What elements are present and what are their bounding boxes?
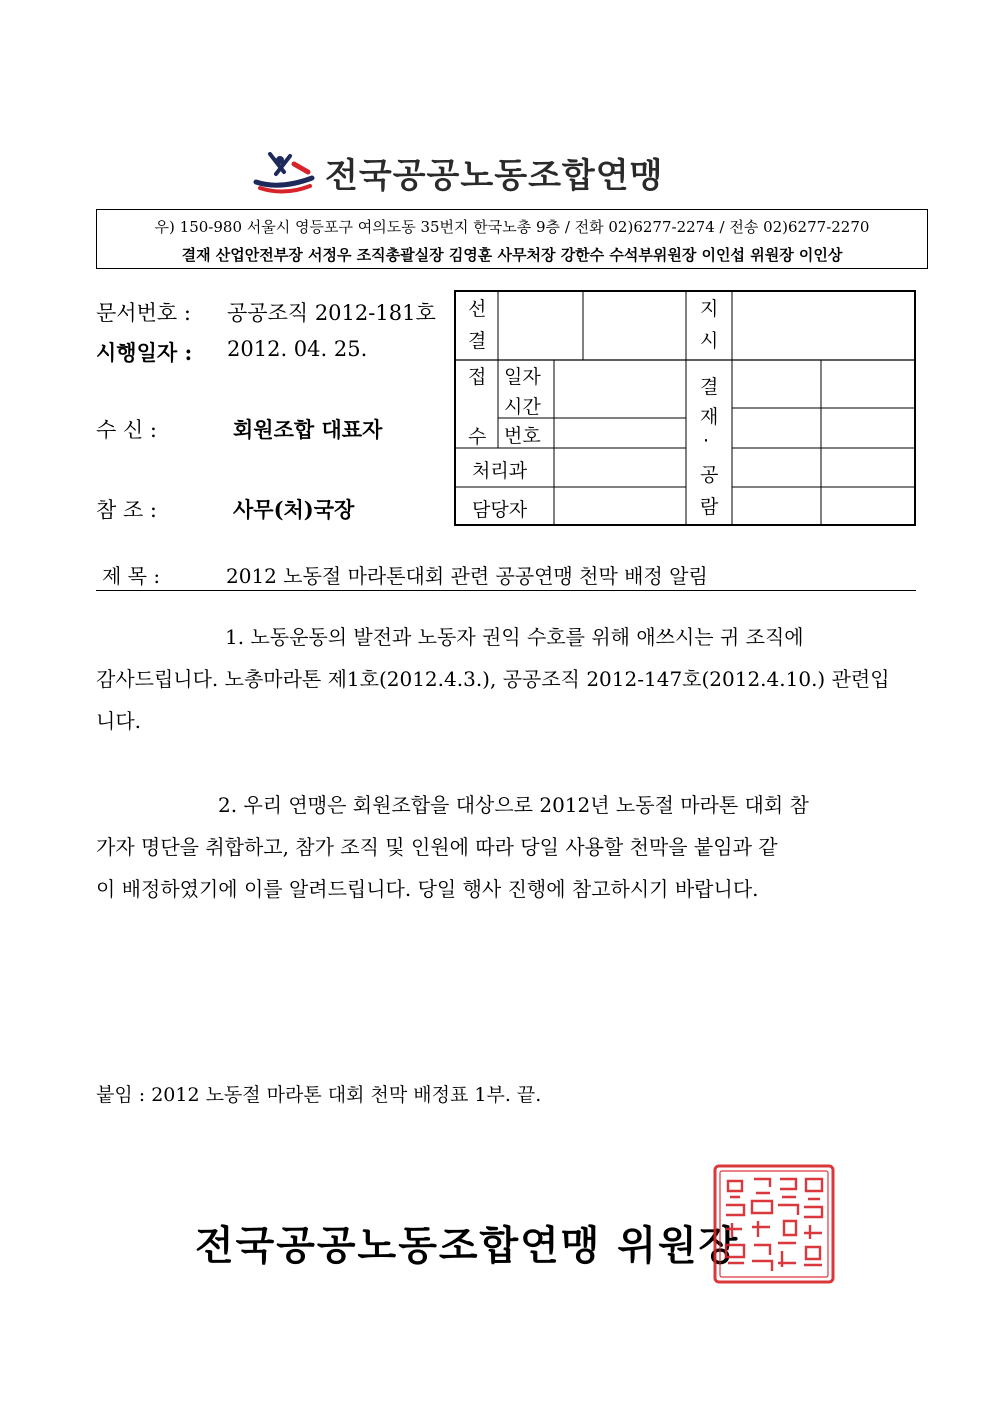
cell-ilja: 일자: [504, 366, 541, 388]
address-box: [96, 209, 928, 269]
recipient-label: 수 신 :: [96, 418, 157, 442]
signer-title: 전국공공노동조합연맹 위원장: [195, 1223, 740, 1269]
attachment-note: 붙임 : 2012 노동절 마라톤 대회 천막 배정표 1부. 끝.: [96, 1084, 542, 1106]
cell-ji: 지: [700, 298, 719, 320]
cell-jae: 재: [700, 406, 719, 428]
date-value: 2012. 04. 25.: [227, 337, 368, 361]
org-logo-mark: [250, 148, 320, 194]
cell-si: 시: [700, 330, 719, 352]
address-line: 우) 150-980 서울시 영등포구 여의도동 35번지 한국노총 9층 / 전화 02)6277-2274 / 전송 02)6277-2270: [154, 218, 870, 236]
cell-jeop: 접: [468, 366, 487, 388]
para1-line3: 니다.: [96, 709, 141, 733]
recipient-value: 회원조합 대표자: [233, 417, 383, 442]
org-name-header: 전국공공노동조합연맹: [325, 156, 664, 196]
subject-row: [96, 558, 916, 591]
para2-line3: 이 배정하였기에 이를 알려드립니다. 당일 행사 진행에 참고하시기 바랍니다.: [96, 877, 759, 901]
subject-value: 2012 노동절 마라톤대회 관련 공공연맹 천막 배정 알림: [226, 564, 708, 588]
para1-line1: 1. 노동운동의 발전과 노동자 권익 수호를 위해 애쓰시는 귀 조직에: [225, 625, 804, 649]
reference-label: 참 조 :: [96, 498, 157, 522]
cell-gyeol2: 결: [700, 376, 719, 398]
cell-beonho: 번호: [504, 425, 541, 447]
receipt-stamp-table: [454, 290, 916, 526]
para2-line2: 가자 명단을 취합하고, 참가 조직 및 인원에 따라 당일 사용할 천막을 붙임과 같: [96, 835, 778, 859]
doc-no-label: 문서번호 :: [96, 301, 191, 325]
cell-ram: 람: [700, 496, 719, 518]
official-seal-stamp: [712, 1163, 836, 1285]
para2-line1: 2. 우리 연맹은 회원조합을 대상으로 2012년 노동절 마라톤 대회 참: [218, 793, 809, 817]
date-label: 시행일자 :: [96, 340, 193, 365]
cell-seon: 선: [468, 298, 487, 320]
cell-gyeol: 결: [468, 330, 487, 352]
cell-sigan: 시간: [504, 396, 541, 418]
approval-chain: 결재 산업안전부장 서정우 조직총괄실장 김영훈 사무처장 강한수 수석부위원장 이인섭 위원장 이인상: [181, 246, 843, 264]
cell-su: 수: [468, 426, 487, 448]
para1-line2: 감사드립니다. 노총마라톤 제1호(2012.4.3.), 공공조직 2012-147호(2012.4.10.) 관련입: [96, 667, 890, 691]
cell-dot: ·: [703, 430, 710, 452]
cell-gong: 공: [700, 464, 719, 486]
doc-no-value: 공공조직 2012-181호: [227, 301, 436, 325]
cell-damdangja: 담당자: [472, 499, 528, 521]
subject-label: 제 목 :: [102, 564, 161, 588]
reference-value: 사무(처)국장: [233, 497, 355, 522]
cell-cheorigwa: 처리과: [472, 460, 528, 482]
